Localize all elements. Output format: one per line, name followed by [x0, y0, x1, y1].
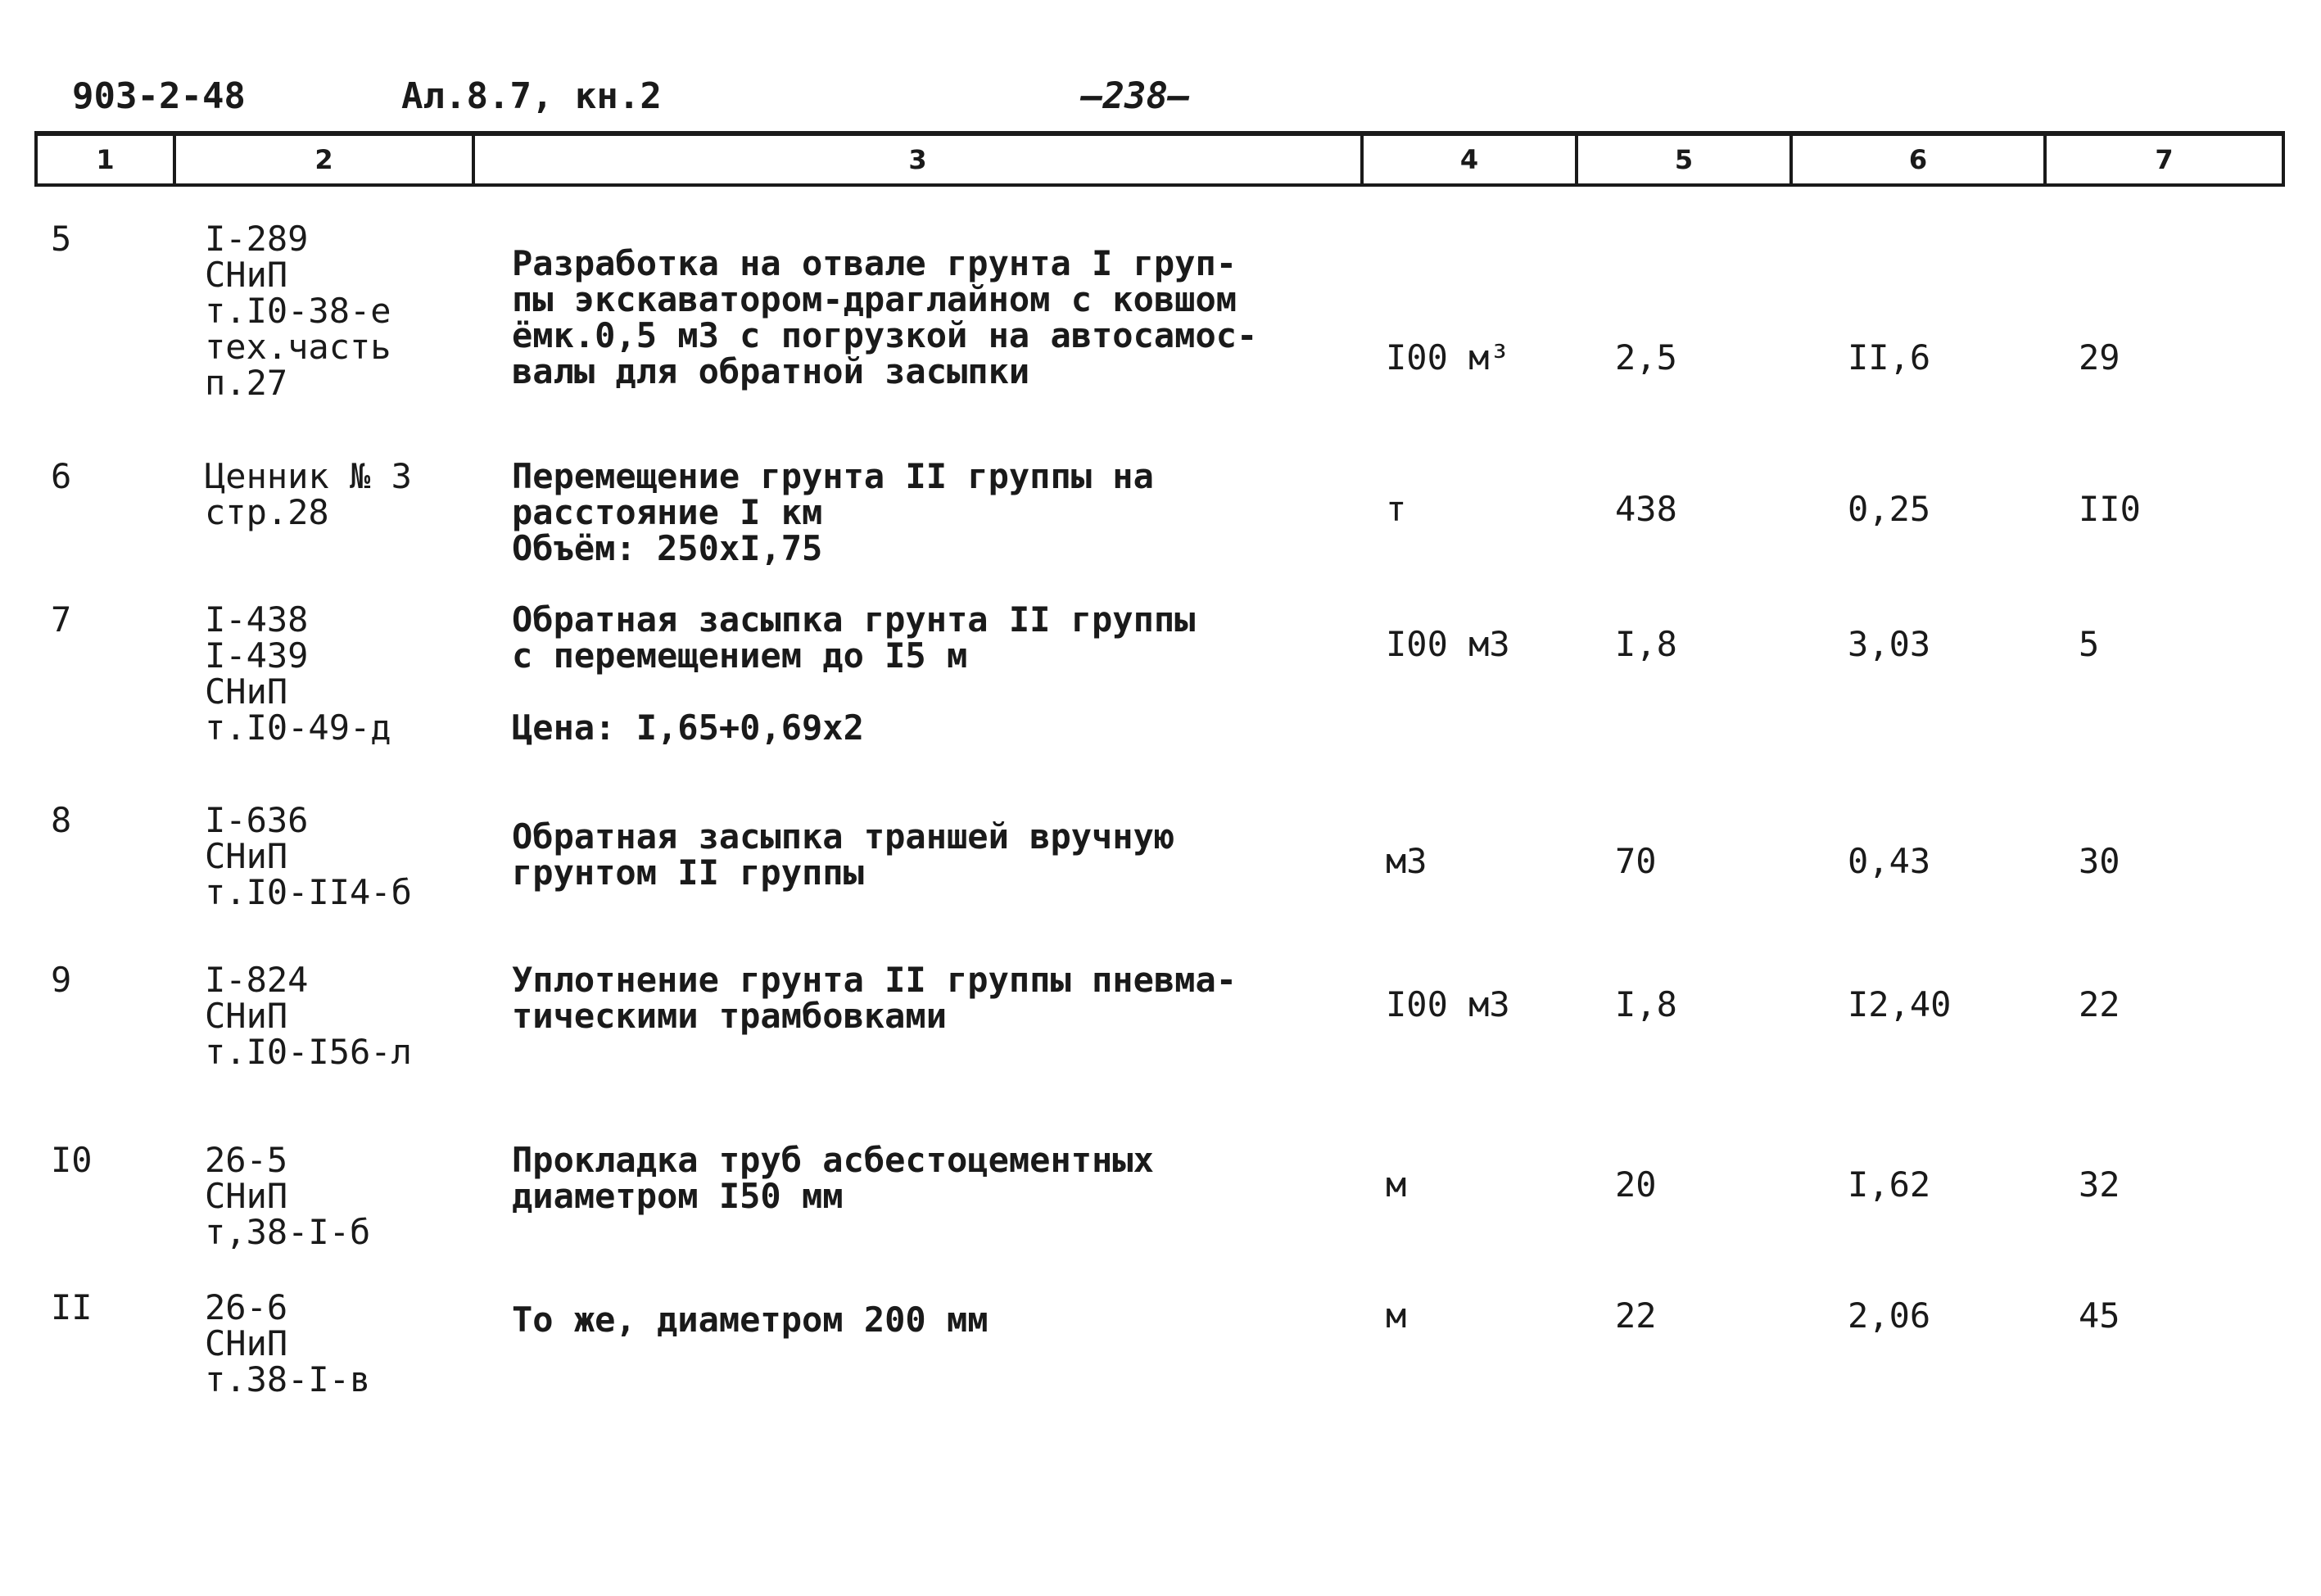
total-cost: 45 [2079, 1295, 2120, 1336]
unit-of-measure: м [1386, 1164, 1407, 1205]
row-number: 8 [51, 800, 72, 840]
description-line: валы для обратной засыпки [512, 351, 1030, 391]
description-line [512, 674, 1195, 710]
page-number: —238— [1081, 75, 1190, 117]
unit-price: II,6 [1848, 337, 1931, 378]
column-header-6: 6 [1789, 136, 2043, 183]
description-line: Цена: I,65+0,69х2 [512, 708, 864, 748]
reference-line: СНиП [205, 671, 288, 712]
unit-of-measure: I00 м3 [1386, 624, 1510, 664]
unit-of-measure: т [1386, 489, 1407, 529]
column-header-5: 5 [1575, 136, 1789, 183]
work-description [512, 816, 1175, 893]
quantity: I,8 [1615, 624, 1677, 664]
reference-line: стр.28 [205, 492, 329, 532]
description-line: То же, диаметром 200 мм [512, 1300, 989, 1340]
column-header-3: 3 [472, 136, 1360, 183]
quantity: I,8 [1615, 984, 1677, 1024]
reference-line: т.I0-49-д [205, 708, 391, 748]
total-cost: II0 [2079, 489, 2141, 529]
unit-price: 2,06 [1848, 1295, 1931, 1336]
unit-of-measure: м3 [1386, 841, 1427, 881]
reference-code [205, 1287, 371, 1399]
total-cost: 22 [2079, 984, 2120, 1024]
reference-line: СНиП [205, 836, 288, 876]
reference-line: т.38-I-в [205, 1359, 371, 1399]
quantity: 22 [1615, 1295, 1657, 1336]
work-description [512, 1142, 1154, 1214]
reference-line: 26-6 [205, 1287, 288, 1327]
description-line: Перемещение грунта II группы на [512, 456, 1154, 496]
total-cost: 30 [2079, 841, 2120, 881]
row-number: II [51, 1287, 93, 1327]
description-line: Прокладка труб асбестоцементных [512, 1140, 1154, 1180]
row-number: 7 [51, 599, 72, 640]
reference-line: I-824 [205, 960, 309, 1000]
reference-line: I-438 [205, 599, 309, 640]
reference-line: 26-5 [205, 1140, 288, 1180]
quantity: 438 [1615, 489, 1677, 529]
unit-price: 3,03 [1848, 624, 1931, 664]
unit-price: I,62 [1848, 1164, 1931, 1205]
description-line: Уплотнение грунта II группы пневма- [512, 960, 1237, 1000]
reference-line: Ценник № 3 [205, 456, 412, 496]
reference-code [205, 962, 412, 1070]
reference-code [205, 221, 391, 401]
column-header-row [34, 131, 2285, 187]
column-header-2: 2 [173, 136, 472, 183]
unit-price: 0,43 [1848, 841, 1931, 881]
row-number: 6 [51, 456, 72, 496]
description-line: расстояние I км [512, 492, 823, 532]
work-description [512, 456, 1154, 568]
description-line: Обратная засыпка траншей вручную [512, 816, 1175, 857]
description-line: ёмк.0,5 м3 с погрузкой на автосамос- [512, 315, 1258, 355]
column-header-7: 7 [2043, 136, 2282, 183]
description-line: тическими трамбовками [512, 996, 948, 1036]
quantity: 2,5 [1615, 337, 1677, 378]
reference-code [205, 456, 412, 532]
reference-line: СНиП [205, 1323, 288, 1363]
document-code: 903-2-48 [72, 75, 246, 117]
total-cost: 5 [2079, 624, 2100, 664]
work-description [512, 243, 1258, 391]
unit-price: I2,40 [1848, 984, 1952, 1024]
unit-of-measure: м [1386, 1295, 1407, 1336]
reference-line: т.I0-II4-б [205, 872, 412, 912]
description-line: диаметром I50 мм [512, 1176, 844, 1216]
reference-line: I-636 [205, 800, 309, 840]
quantity: 20 [1615, 1164, 1657, 1205]
unit-of-measure: I00 м3 [1386, 984, 1510, 1024]
reference-code [205, 1142, 370, 1250]
total-cost: 32 [2079, 1164, 2120, 1205]
reference-line: п.27 [205, 363, 288, 403]
reference-line: СНиП [205, 996, 288, 1036]
description-line: Обратная засыпка грунта II группы [512, 599, 1196, 640]
unit-of-measure: I00 м³ [1386, 337, 1510, 378]
work-description [512, 1302, 989, 1338]
reference-line: СНиП [205, 1176, 288, 1216]
reference-line: I-289 [205, 219, 309, 259]
reference-line: т.I0-38-е [205, 291, 391, 331]
work-description [512, 962, 1237, 1034]
work-description [512, 599, 1196, 748]
album-reference: Ал.8.7, кн.2 [401, 75, 662, 117]
reference-code [205, 599, 391, 748]
description-line: с перемещением до I5 м [512, 635, 968, 676]
row-number: 9 [51, 960, 72, 1000]
reference-line: тех.часть [205, 327, 391, 367]
description-line: Объём: 250хI,75 [512, 528, 823, 568]
reference-line: I-439 [205, 635, 309, 676]
total-cost: 29 [2079, 337, 2120, 378]
reference-line: т.I0-I56-л [205, 1032, 412, 1072]
column-header-4: 4 [1360, 136, 1575, 183]
column-header-1: 1 [96, 144, 115, 175]
row-number: 5 [51, 219, 72, 259]
row-number: I0 [51, 1140, 93, 1180]
quantity: 70 [1615, 841, 1657, 881]
reference-line: т,38-I-б [205, 1212, 371, 1252]
reference-code [205, 800, 412, 912]
description-line: пы экскаватором-драглайном с ковшом [512, 279, 1237, 319]
unit-price: 0,25 [1848, 489, 1931, 529]
reference-line: СНиП [205, 255, 288, 295]
description-line: Разработка на отвале грунта I груп- [512, 243, 1237, 283]
description-line: грунтом II группы [512, 852, 864, 893]
